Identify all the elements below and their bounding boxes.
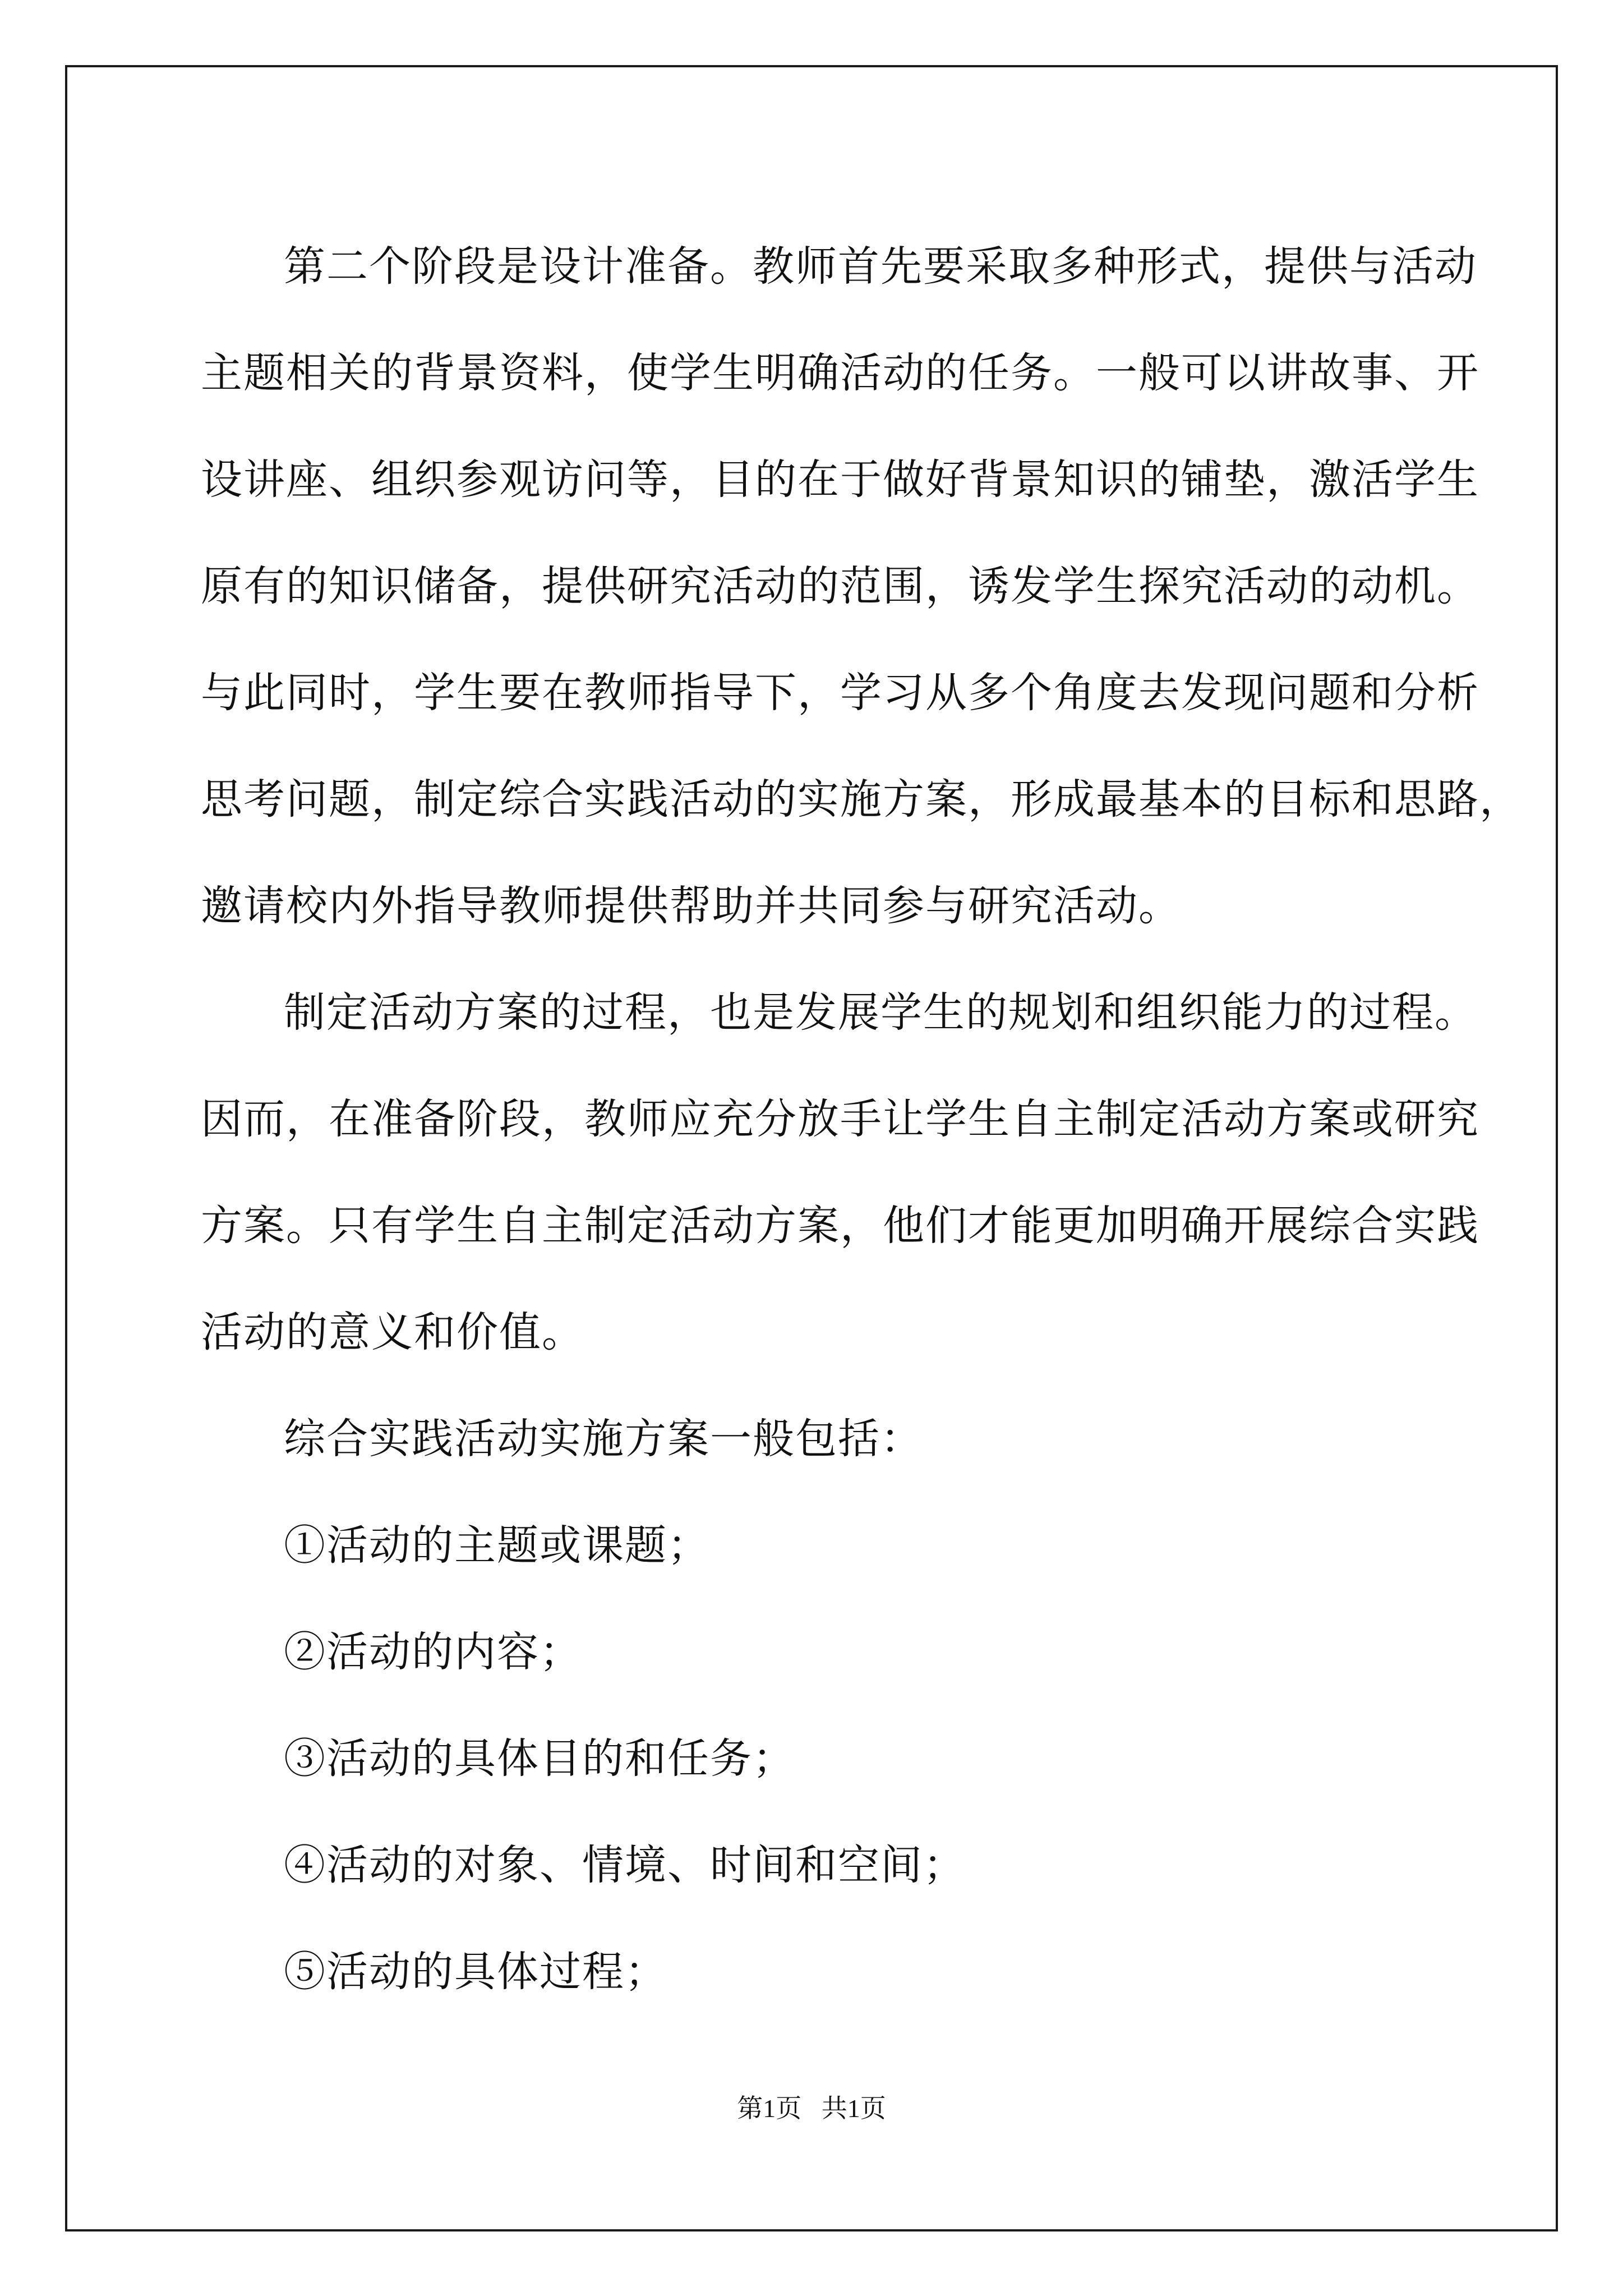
paragraph-line: 制定活动方案的过程，也是发展学生的规划和组织能力的过程。	[284, 988, 1477, 1037]
list-item: ⑤活动的具体过程；	[284, 1948, 667, 1996]
list-item: ①活动的主题或课题；	[284, 1521, 710, 1570]
paragraph-line: 设讲座、组织参观访问等，目的在于做好背景知识的铺垫，激活学生	[201, 455, 1479, 504]
paragraph-line: 方案。只有学生自主制定活动方案，他们才能更加明确开展综合实践	[201, 1202, 1479, 1250]
paragraph-line: 主题相关的背景资料，使学生明确活动的任务。一般可以讲故事、开	[201, 349, 1479, 397]
paragraph-line: 与此同时，学生要在教师指导下，学习从多个角度去发现问题和分析	[201, 669, 1479, 717]
page-number-current: 第1页	[737, 2094, 802, 2123]
paragraph-line: 原有的知识储备，提供研究活动的范围，诱发学生探究活动的动机。	[201, 562, 1479, 610]
paragraph-line: 思考问题，制定综合实践活动的实施方案，形成最基本的目标和思路，	[201, 775, 1522, 823]
page-number-total: 共1页	[821, 2094, 886, 2123]
paragraph-line: 因而，在准备阶段，教师应充分放手让学生自主制定活动方案或研究	[201, 1095, 1479, 1143]
list-item: ④活动的对象、情境、时间和空间；	[284, 1841, 966, 1889]
paragraph-line: 邀请校内外指导教师提供帮助并共同参与研究活动。	[201, 882, 1181, 930]
list-heading: 综合实践活动实施方案一般包括：	[284, 1415, 923, 1463]
page-footer	[0, 2088, 1623, 2125]
paragraph-line: 第二个阶段是设计准备。教师首先要采取多种形式，提供与活动	[284, 242, 1477, 291]
list-item: ③活动的具体目的和任务；	[284, 1734, 795, 1783]
list-item: ②活动的内容；	[284, 1628, 582, 1676]
paragraph-line: 活动的意义和价值。	[201, 1308, 584, 1356]
document-body	[201, 213, 1522, 2025]
